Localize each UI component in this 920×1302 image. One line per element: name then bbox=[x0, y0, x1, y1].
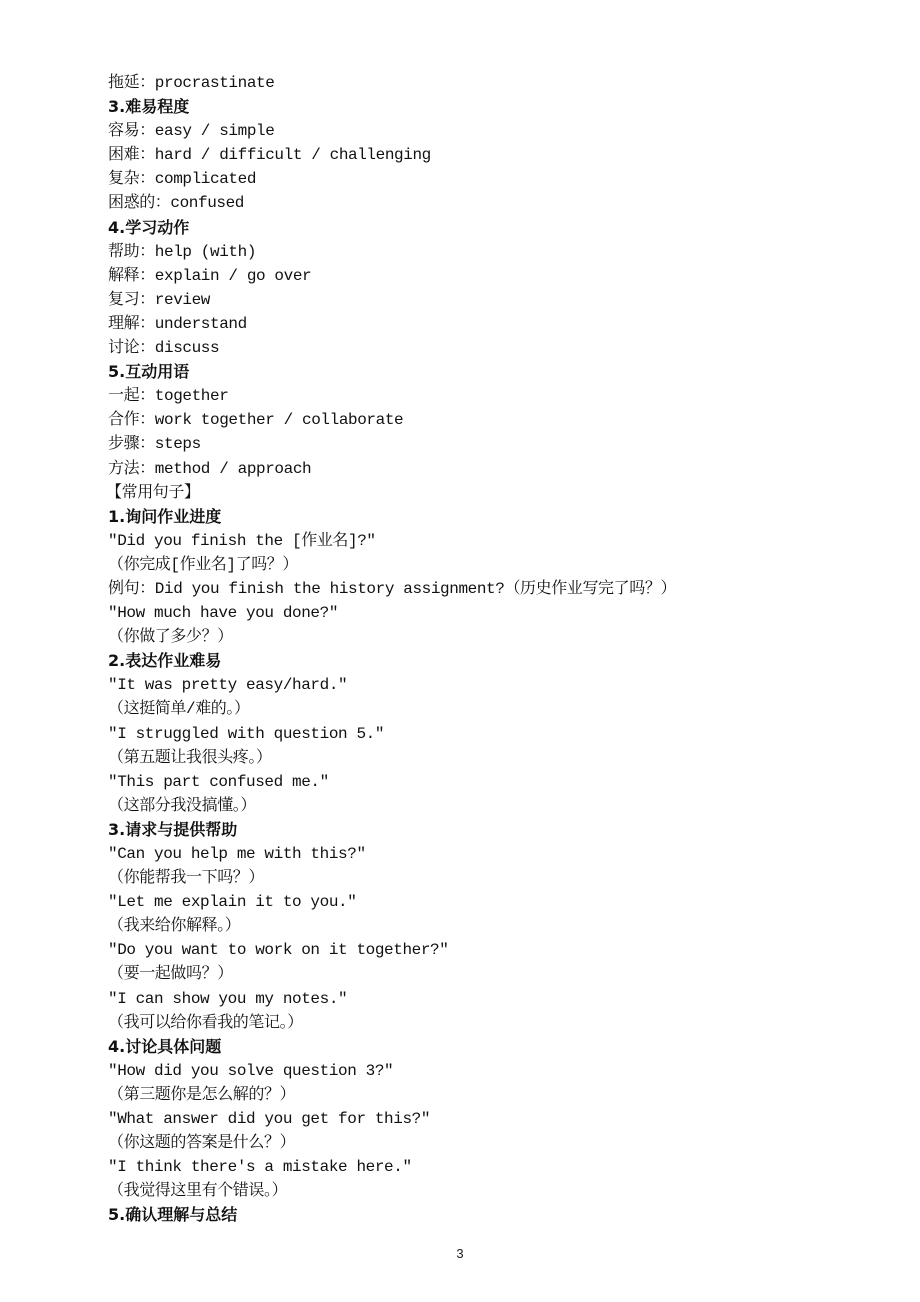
text-line: "I think there's a mistake here." bbox=[108, 1158, 412, 1177]
text-line: （我觉得这里有个错误。） bbox=[108, 1182, 288, 1201]
text-line: 合作：work together / collaborate bbox=[108, 411, 404, 430]
text-line: "How did you solve question 3?" bbox=[108, 1061, 394, 1080]
text-line: （你做了多少？） bbox=[108, 628, 233, 647]
text-line: 复杂：complicated bbox=[108, 170, 257, 189]
text-line: 理解：understand bbox=[108, 314, 247, 333]
text-line: 复习：review bbox=[108, 290, 211, 309]
text-line: 例句：Did you finish the history assignment?（历史作业写完了吗？） bbox=[108, 579, 677, 598]
text-line: "I can show you my notes." bbox=[108, 989, 348, 1008]
text-line: （你完成[作业名]了吗？） bbox=[108, 555, 299, 574]
text-line: （你能帮我一下吗？） bbox=[108, 869, 265, 888]
section-title: 【常用句子】 bbox=[106, 483, 200, 502]
text-line: 一起：together bbox=[108, 387, 229, 406]
section-heading: 2.表达作业难易 bbox=[108, 651, 222, 671]
text-line: "How much have you done?" bbox=[108, 604, 339, 623]
text-line: 讨论：discuss bbox=[108, 339, 220, 358]
section-heading: 4.讨论具体问题 bbox=[108, 1036, 222, 1056]
text-line: （第五题让我很头疼。） bbox=[108, 748, 272, 767]
text-line: （这挺简单/难的。） bbox=[108, 700, 250, 719]
section-heading: 3.请求与提供帮助 bbox=[108, 819, 238, 839]
section-heading: 1.询问作业进度 bbox=[108, 506, 222, 526]
text-line: （要一起做吗？） bbox=[108, 965, 233, 984]
page-number: 3 bbox=[456, 1246, 464, 1261]
text-line: "Did you finish the [作业名]?" bbox=[108, 531, 376, 550]
text-line: 方法：method / approach bbox=[108, 459, 312, 478]
text-line: 容易：easy / simple bbox=[108, 122, 275, 141]
text-line: "It was pretty easy/hard." bbox=[108, 676, 348, 695]
section-heading: 5.互动用语 bbox=[108, 362, 190, 382]
text-line: （我可以给你看我的笔记。） bbox=[108, 1013, 303, 1032]
text-line: 困难：hard / difficult / challenging bbox=[108, 146, 431, 165]
text-line: 拖延：procrastinate bbox=[108, 74, 275, 92]
section-heading: 3.难易程度 bbox=[108, 97, 190, 117]
section-heading: 4.学习动作 bbox=[108, 217, 190, 237]
text-line: "What answer did you get for this?" bbox=[108, 1110, 431, 1129]
text-line: "Do you want to work on it together?" bbox=[108, 941, 449, 960]
text-line: 困惑的：confused bbox=[108, 194, 245, 213]
text-line: "I struggled with question 5." bbox=[108, 724, 385, 743]
text-line: （你这题的答案是什么？） bbox=[108, 1134, 296, 1153]
text-line: "Can you help me with this?" bbox=[108, 845, 366, 863]
text-line: "This part confused me." bbox=[108, 772, 329, 791]
section-heading: 5.确认理解与总结 bbox=[108, 1205, 238, 1225]
text-line: （这部分我没搞懂。） bbox=[108, 796, 257, 815]
text-line: 步骤：steps bbox=[108, 435, 201, 454]
text-line: 解释：explain / go over bbox=[108, 266, 312, 285]
text-line: "Let me explain it to you." bbox=[108, 893, 357, 912]
text-line: （我来给你解释。） bbox=[108, 917, 241, 936]
text-line: （第三题你是怎么解的？） bbox=[108, 1085, 296, 1104]
document-body bbox=[108, 71, 828, 1228]
text-line: 帮助：help (with) bbox=[108, 242, 257, 261]
